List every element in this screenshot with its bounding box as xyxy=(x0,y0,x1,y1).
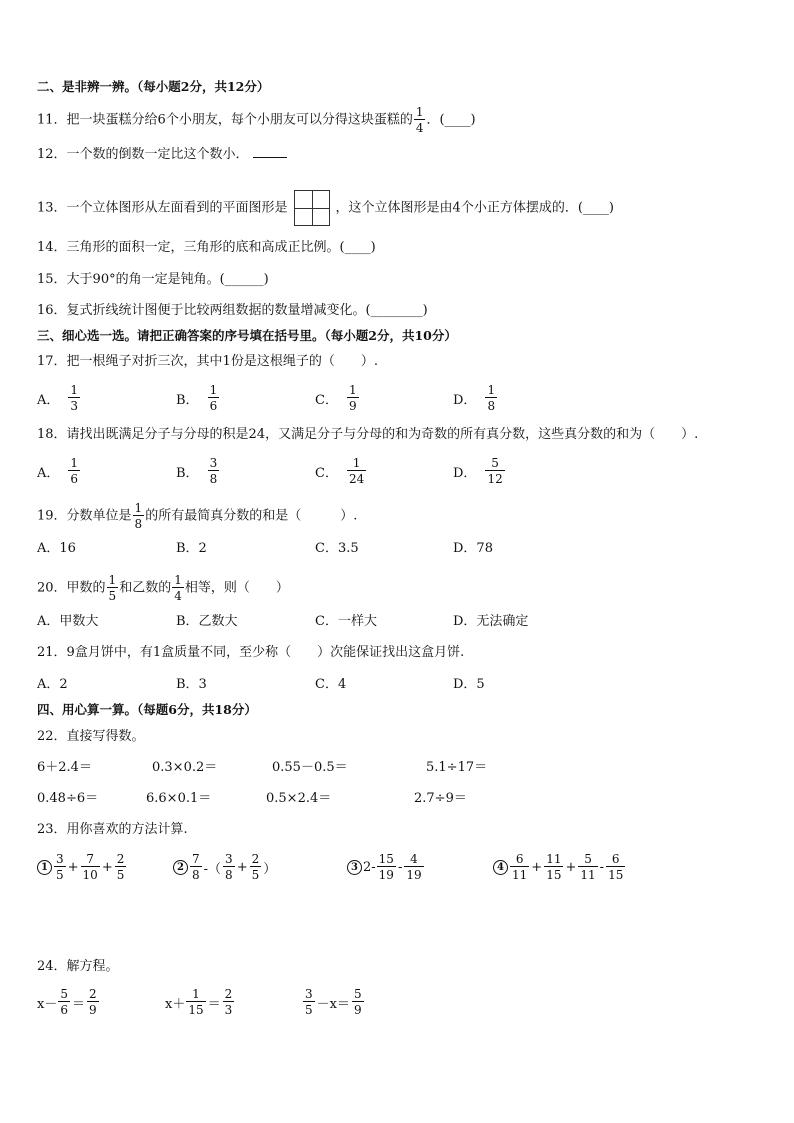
q12-text: 12．一个数的倒数一定比这个数小． xyxy=(37,147,249,162)
calc-item[interactable]: 2.7÷9＝ xyxy=(414,791,467,806)
q21-option-d[interactable]: D．5 xyxy=(453,677,485,692)
q18-option-b[interactable]: B． $\frac{3}{8}$ xyxy=(176,456,218,486)
calc-item[interactable]: 6＋2.4＝ xyxy=(37,760,92,775)
q20-option-c[interactable]: C．一样大 xyxy=(315,614,377,629)
q21-option-c[interactable]: C．4 xyxy=(315,677,347,692)
q20-fraction-2: $\frac{1}{4}$ xyxy=(174,573,182,603)
q18-option-c[interactable]: C． $\frac{1}{24}$ xyxy=(315,456,365,486)
calc-item[interactable]: 0.48÷6＝ xyxy=(37,791,99,806)
calc-item[interactable]: 5.1÷17＝ xyxy=(426,760,488,775)
q17-option-b[interactable]: B． $\frac{1}{6}$ xyxy=(176,383,218,413)
q21-option-a[interactable]: A．2 xyxy=(37,677,68,692)
question-12 xyxy=(37,145,287,165)
calc-item[interactable]: 0.3×0.2＝ xyxy=(152,760,218,775)
q11-text: 11．把一块蛋糕分给6个小朋友，每个小朋友可以分得这块蛋糕的 xyxy=(37,112,413,128)
calc-item[interactable]: 0.55－0.5＝ xyxy=(272,760,348,775)
question-11 xyxy=(37,106,476,134)
q21-option-b[interactable]: B．3 xyxy=(176,677,207,692)
q17-option-a[interactable]: A． $\frac{1}{3}$ xyxy=(37,383,79,413)
q23-expression-1[interactable]: 1 $\frac{3}{5}$ + $\frac{7}{10}$ + $\frac{2}{5}$ xyxy=(37,845,127,889)
question-17-stem: 17．把一根绳子对折三次，其中1份是这根绳子的（ ）. xyxy=(37,354,378,369)
q24-equation-1[interactable]: x－ $\frac{5}{6}$ ＝ $\frac{2}{9}$ xyxy=(37,987,97,1017)
section-2-title: 二、是非辨一辨。（每小题2分，共12分） xyxy=(37,79,270,94)
q18-option-a[interactable]: A． $\frac{1}{6}$ xyxy=(37,456,79,486)
q17-option-c[interactable]: C． $\frac{1}{9}$ xyxy=(315,383,357,413)
q13-text: 13．一个立体图形从左面看到的平面图形是 xyxy=(37,200,288,216)
q20-option-a[interactable]: A．甲数大 xyxy=(37,614,99,629)
q20-fraction-1: $\frac{1}{5}$ xyxy=(108,573,117,603)
q23-expression-3[interactable]: 3 2- $\frac{15}{19}$ - $\frac{4}{19}$ xyxy=(347,845,425,889)
q19-option-d[interactable]: D．78 xyxy=(453,541,493,556)
question-18-options xyxy=(37,451,757,491)
q20-option-b[interactable]: B．乙数大 xyxy=(176,614,238,629)
circled-number: 3 xyxy=(347,860,362,875)
q24-equation-2[interactable]: x＋ $\frac{1}{15}$ ＝ $\frac{2}{3}$ xyxy=(165,987,233,1017)
circled-number: 2 xyxy=(173,860,188,875)
question-22-stem: 22．直接写得数。 xyxy=(37,729,145,744)
q24-equation-3[interactable]: $\frac{3}{5}$ －x＝ $\frac{5}{9}$ xyxy=(305,987,362,1017)
q19-option-c[interactable]: C．3.5 xyxy=(315,541,359,556)
circled-number: 4 xyxy=(493,860,508,875)
q11-fraction: $\frac{1}{4}$ xyxy=(415,105,424,135)
q19-option-b[interactable]: B．2 xyxy=(176,541,207,556)
question-18-stem: 18．请找出既满足分子与分母的积是24，又满足分子与分母的和为奇数的所有真分数，这些真分数的和为（ ）. xyxy=(37,427,699,442)
q12-answer-blank[interactable] xyxy=(253,145,287,158)
calc-item[interactable]: 6.6×0.1＝ xyxy=(146,791,212,806)
question-16[interactable]: 16．复式折线统计图便于比较两组数据的数量增减变化。(________) xyxy=(37,303,428,318)
question-17-options xyxy=(37,378,757,418)
question-13 xyxy=(37,190,614,226)
q19-option-a[interactable]: A．16 xyxy=(37,541,76,556)
q19-fraction: $\frac{1}{8}$ xyxy=(134,501,143,531)
q11-answer-blank[interactable]: ．(____) xyxy=(426,112,476,128)
question-15[interactable]: 15．大于90°的角一定是钝角。(______) xyxy=(37,272,269,287)
q17-option-d[interactable]: D． $\frac{1}{8}$ xyxy=(453,383,496,413)
question-23-stem: 23．用你喜欢的方法计算. xyxy=(37,822,188,837)
question-20-options xyxy=(37,612,757,632)
q13-text-tail[interactable]: ，这个立体图形是由4个小正方体摆成的．(____) xyxy=(335,200,614,216)
question-20-stem: 20．甲数的 $\frac{1}{5}$ 和乙数的 $\frac{1}{4}$ 相等，则（ ） xyxy=(37,573,289,603)
section-4-title: 四、用心算一算。（每题6分，共18分） xyxy=(37,702,257,717)
q20-option-d[interactable]: D．无法确定 xyxy=(453,614,529,629)
question-21-options xyxy=(37,675,757,695)
q18-option-d[interactable]: D． $\frac{5}{12}$ xyxy=(453,456,503,486)
section-3-title: 三、细心选一选。请把正确答案的序号填在括号里。（每小题2分，共10分） xyxy=(37,328,457,343)
question-19-stem: 19．分数单位是 $\frac{1}{8}$ 的所有最简真分数的和是（ ）. xyxy=(37,501,358,531)
q23-expression-2[interactable]: 2 $\frac{7}{8}$ -（ $\frac{3}{8}$ + $\frac{2}{5}$ ） xyxy=(173,845,277,889)
calc-item[interactable]: 0.5×2.4＝ xyxy=(266,791,332,806)
q23-expression-4[interactable]: 4 $\frac{6}{11}$ + $\frac{11}{15}$ + $\frac{5}{11}$ - $\frac{6}{15}$ xyxy=(493,845,626,889)
square-grid-figure xyxy=(294,190,330,226)
question-19-options xyxy=(37,539,757,559)
circled-number: 1 xyxy=(37,860,52,875)
question-14[interactable]: 14．三角形的面积一定，三角形的底和高成正比例。(____) xyxy=(37,240,376,255)
question-21-stem: 21．9盒月饼中，有1盒质量不同，至少称（ ）次能保证找出这盒月饼. xyxy=(37,645,465,660)
question-24-stem: 24．解方程。 xyxy=(37,959,119,974)
